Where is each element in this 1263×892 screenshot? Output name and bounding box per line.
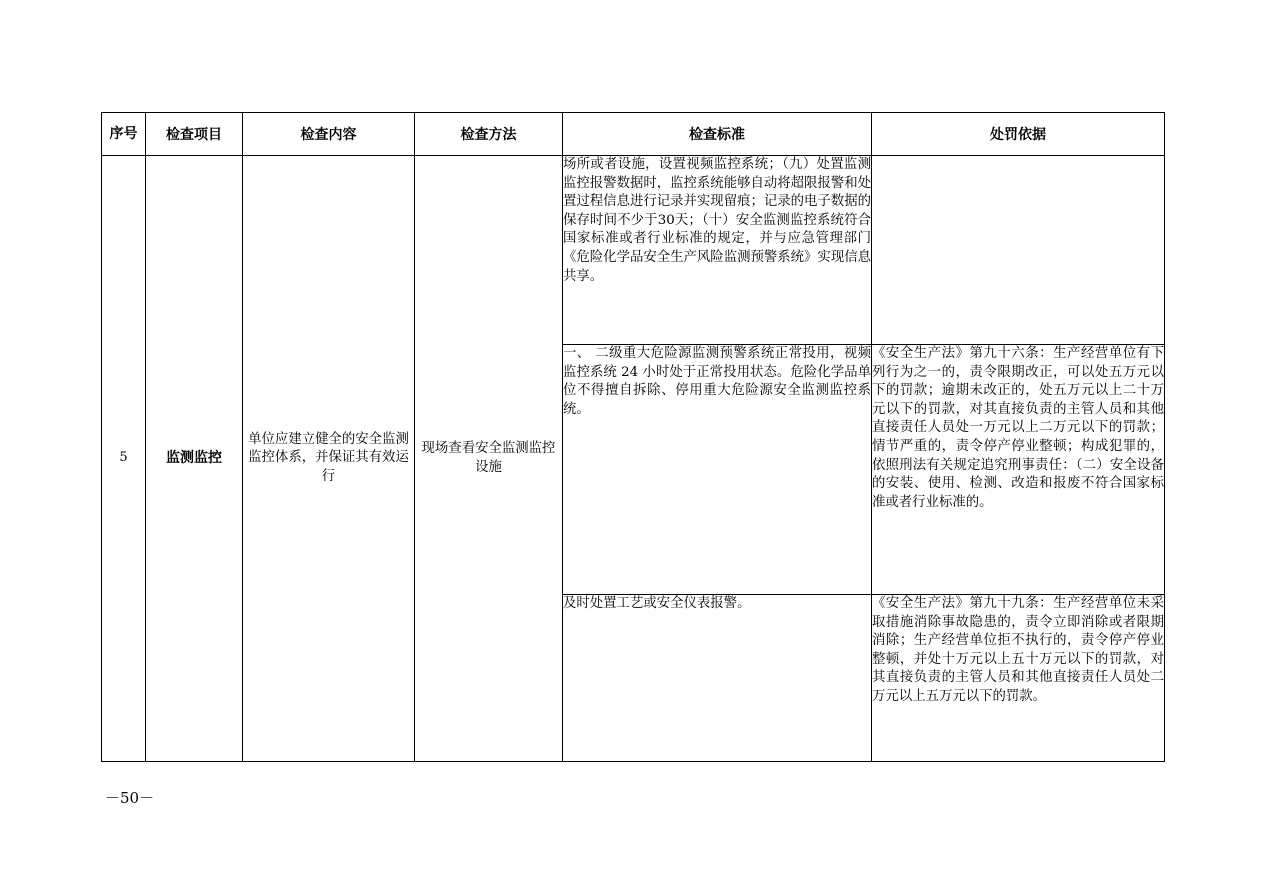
table-row (102, 156, 1165, 345)
inspection-table (101, 112, 1165, 762)
row-seq: 5 (102, 156, 146, 762)
header-method: 检查方法 (415, 113, 563, 156)
header-standard: 检查标准 (563, 113, 872, 156)
header-seq: 序号 (102, 113, 146, 156)
row-content: 单位应建立健全的安全监测监控体系，并保证其有效运行 (243, 156, 415, 762)
basis-cell: 《安全生产法》第九十六条：生产经营单位有下列行为之一的，责令限期改正，可以处五万元以下的罚款；逾期未改正的，处五万元以上二十万元以下的罚款，对其直接负责的主管人员和其他直接责任人员处一万元以上二万元以下的罚款；情节严重的，责令停产停业整顿；构成犯罪的，依照刑法有关规定追究刑事责任：（二）安全设备的安装、使用、检测、改造和报废不符合国家标准或者行业标准的。 (872, 345, 1165, 595)
row-item: 监测监控 (146, 156, 243, 762)
header-item: 检查项目 (146, 113, 243, 156)
standard-cell: 一、 二级重大危险源监测预警系统正常投用，视频监控系统 24 小时处于正常投用状态。危险化学品单位不得擅自拆除、停用重大危险源安全监测监控系统。 (563, 345, 872, 595)
header-basis: 处罚依据 (872, 113, 1165, 156)
header-content: 检查内容 (243, 113, 415, 156)
header-row (102, 113, 1165, 156)
standard-cell: 场所或者设施，设置视频监控系统；（九）处置监测监控报警数据时，监控系统能够自动将超限报警和处置过程信息进行记录并实现留痕；记录的电子数据的保存时间不少于30天；（十）安全监测监控系统符合国家标准或者行业标准的规定，并与应急管理部门《危险化学品安全生产风险监测预警系统》实现信息共享。 (563, 156, 872, 345)
basis-cell: 《安全生产法》第九十九条：生产经营单位未采取措施消除事故隐患的，责令立即消除或者限期消除；生产经营单位拒不执行的，责令停产停业整顿，并处十万元以上五十万元以下的罚款，对其直接负责的主管人员和其他直接责任人员处二万元以上五万元以下的罚款。 (872, 595, 1165, 762)
row-method: 现场查看安全监测监控设施 (415, 156, 563, 762)
page-number: －50－ (105, 789, 155, 807)
basis-cell (872, 156, 1165, 345)
standard-cell: 及时处置工艺或安全仪表报警。 (563, 595, 872, 762)
